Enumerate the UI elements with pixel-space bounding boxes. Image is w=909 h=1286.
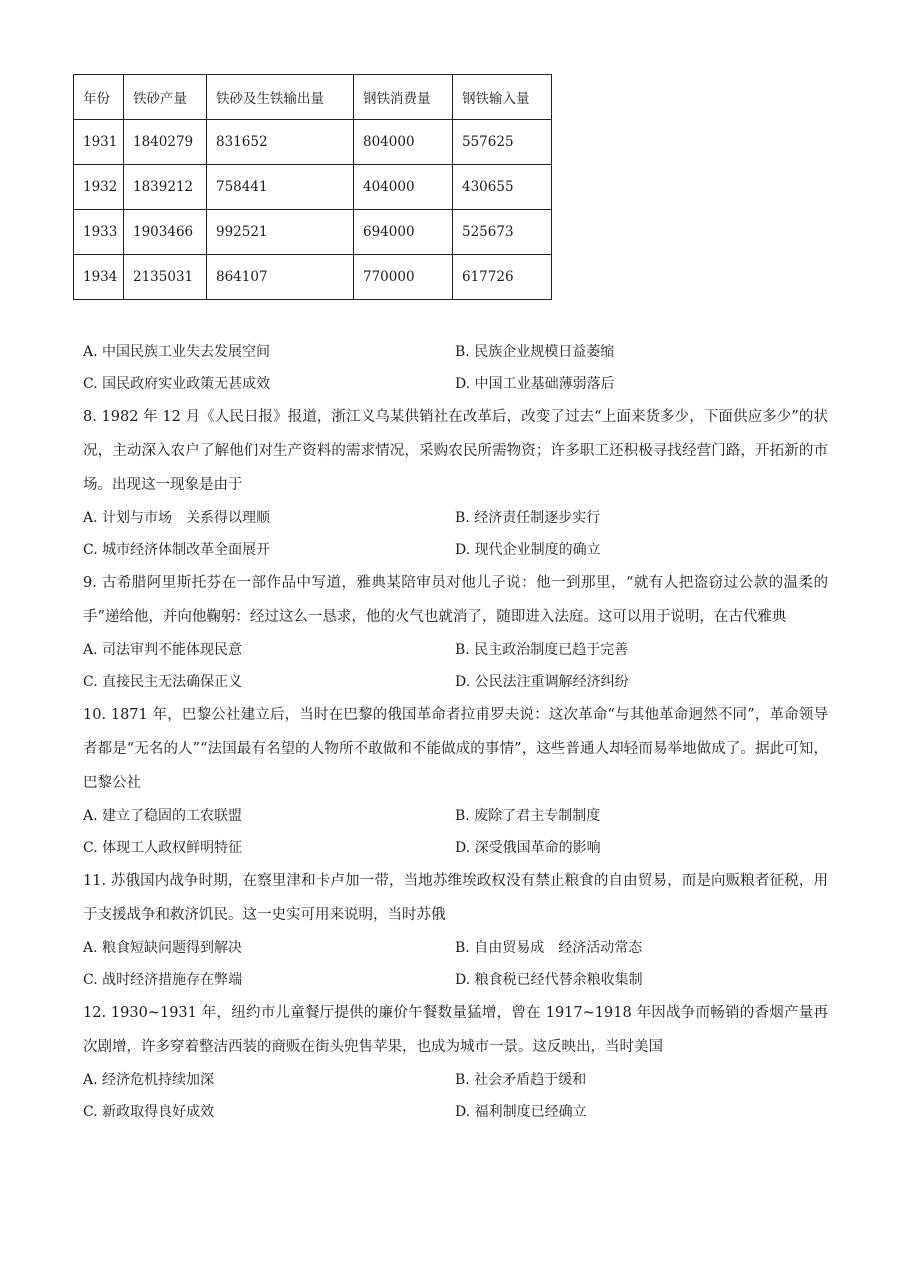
table-header-cell: 铁砂产量 (124, 75, 207, 120)
option-b: B. 社会矛盾趋于缓和 (455, 1072, 587, 1088)
option-a: A. 司法审判不能体现民意 (83, 642, 243, 658)
question-text: 8. 1982 年 12 月《人民日报》报道，浙江义乌某供销社在改革后，改变了过去“上面来货多少，下面供应多少”的状况，主动深入农户了解他们对生产资料的需求情况，采购农民所需物资；许多职工还积极寻找经营门路，开拓新的市场。出现这一现象是由于 (83, 409, 828, 493)
table-cell: 1932 (74, 165, 124, 210)
question-options (83, 1064, 828, 1128)
table-header-cell: 铁砂及生铁输出量 (207, 75, 354, 120)
option-a: A. 中国民族工业失去发展空间 (83, 344, 271, 360)
question-list (83, 336, 828, 1128)
table-row (74, 165, 552, 210)
question-9 (83, 566, 828, 698)
option-b: B. 废除了君主专制制度 (455, 808, 601, 824)
question-text: 10. 1871 年，巴黎公社建立后，当时在巴黎的俄国革命者拉甫罗夫说：这次革命“与其他革命迥然不同”，革命领导者都是“无名的人”“法国最有名望的人物所不敢做和不能做成的事情”，这些普通人却轻而易举地做成了。据此可知，巴黎公社 (83, 707, 828, 791)
option-d: D. 现代企业制度的确立 (455, 542, 601, 558)
table-cell: 617726 (453, 255, 552, 300)
table-cell: 1934 (74, 255, 124, 300)
question-10 (83, 698, 828, 864)
question-text: 9. 古希腊阿里斯托芬在一部作品中写道，雅典某陪审员对他儿子说：他一到那里，“就有人把盗窃过公款的温柔的手”递给他，并向他鞠躬：经过这么一恳求，他的火气也就消了，随即进入法庭。这可以用于说明，在古代雅典 (83, 575, 828, 625)
question-options (83, 502, 828, 566)
option-b: B. 经济责任制逐步实行 (455, 510, 601, 526)
question-options (83, 932, 828, 996)
table-header-cell: 钢铁输入量 (453, 75, 552, 120)
table-header-cell: 年份 (74, 75, 124, 120)
table-cell: 864107 (207, 255, 354, 300)
option-a: A. 计划与市场 关系得以理顺 (83, 510, 271, 526)
table-cell: 2135031 (124, 255, 207, 300)
option-b: B. 民族企业规模日益萎缩 (455, 344, 615, 360)
table-cell: 1933 (74, 210, 124, 255)
question-options (83, 800, 828, 864)
table-cell: 430655 (453, 165, 552, 210)
option-b: B. 自由贸易成 经济活动常态 (455, 940, 643, 956)
table-cell: 1931 (74, 120, 124, 165)
option-a: A. 经济危机持续加深 (83, 1072, 215, 1088)
table-row (74, 255, 552, 300)
table-cell: 525673 (453, 210, 552, 255)
option-b: B. 民主政治制度已趋于完善 (455, 642, 629, 658)
question-12 (83, 996, 828, 1128)
option-d: D. 公民法注重调解经济纠纷 (455, 674, 629, 690)
table-row (74, 210, 552, 255)
table-cell: 1903466 (124, 210, 207, 255)
table-cell: 1839212 (124, 165, 207, 210)
option-c: C. 体现工人政权鲜明特征 (83, 840, 243, 856)
option-c: C. 国民政府实业政策无甚成效 (83, 376, 271, 392)
option-c: C. 新政取得良好成效 (83, 1104, 215, 1120)
q7-options (83, 336, 828, 400)
question-text: 11. 苏俄国内战争时期，在察里津和卡卢加一带，当地苏维埃政权没有禁止粮食的自由贸易，而是向贩粮者征税，用于支援战争和救济饥民。这一史实可用来说明，当时苏俄 (83, 873, 828, 923)
steel-data-table (73, 74, 552, 300)
table-cell: 770000 (354, 255, 453, 300)
table-header-cell: 钢铁消费量 (354, 75, 453, 120)
table-cell: 758441 (207, 165, 354, 210)
question-8 (83, 400, 828, 566)
table-cell: 404000 (354, 165, 453, 210)
table-cell: 557625 (453, 120, 552, 165)
question-options (83, 634, 828, 698)
table-cell: 1840279 (124, 120, 207, 165)
question-text: 12. 1930~1931 年，纽约市儿童餐厅提供的廉价午餐数量猛增，曾在 1917~1918 年因战争而畅销的香烟产量再次剧增，许多穿着整洁西装的商贩在街头兜售苹果，也成为城市一景。这反映出，当时美国 (83, 1005, 828, 1055)
table-row (74, 120, 552, 165)
option-d: D. 中国工业基础薄弱落后 (455, 376, 615, 392)
option-c: C. 直接民主无法确保正义 (83, 674, 243, 690)
table-header-row (74, 75, 552, 120)
table-cell: 694000 (354, 210, 453, 255)
option-c: C. 战时经济措施存在弊端 (83, 972, 243, 988)
option-d: D. 粮食税已经代替余粮收集制 (455, 972, 643, 988)
option-d: D. 福利制度已经确立 (455, 1104, 587, 1120)
question-11 (83, 864, 828, 996)
table-cell: 804000 (354, 120, 453, 165)
table-cell: 831652 (207, 120, 354, 165)
option-c: C. 城市经济体制改革全面展开 (83, 542, 271, 558)
option-a: A. 粮食短缺问题得到解决 (83, 940, 243, 956)
option-d: D. 深受俄国革命的影响 (455, 840, 601, 856)
table-cell: 992521 (207, 210, 354, 255)
option-a: A. 建立了稳固的工农联盟 (83, 808, 243, 824)
